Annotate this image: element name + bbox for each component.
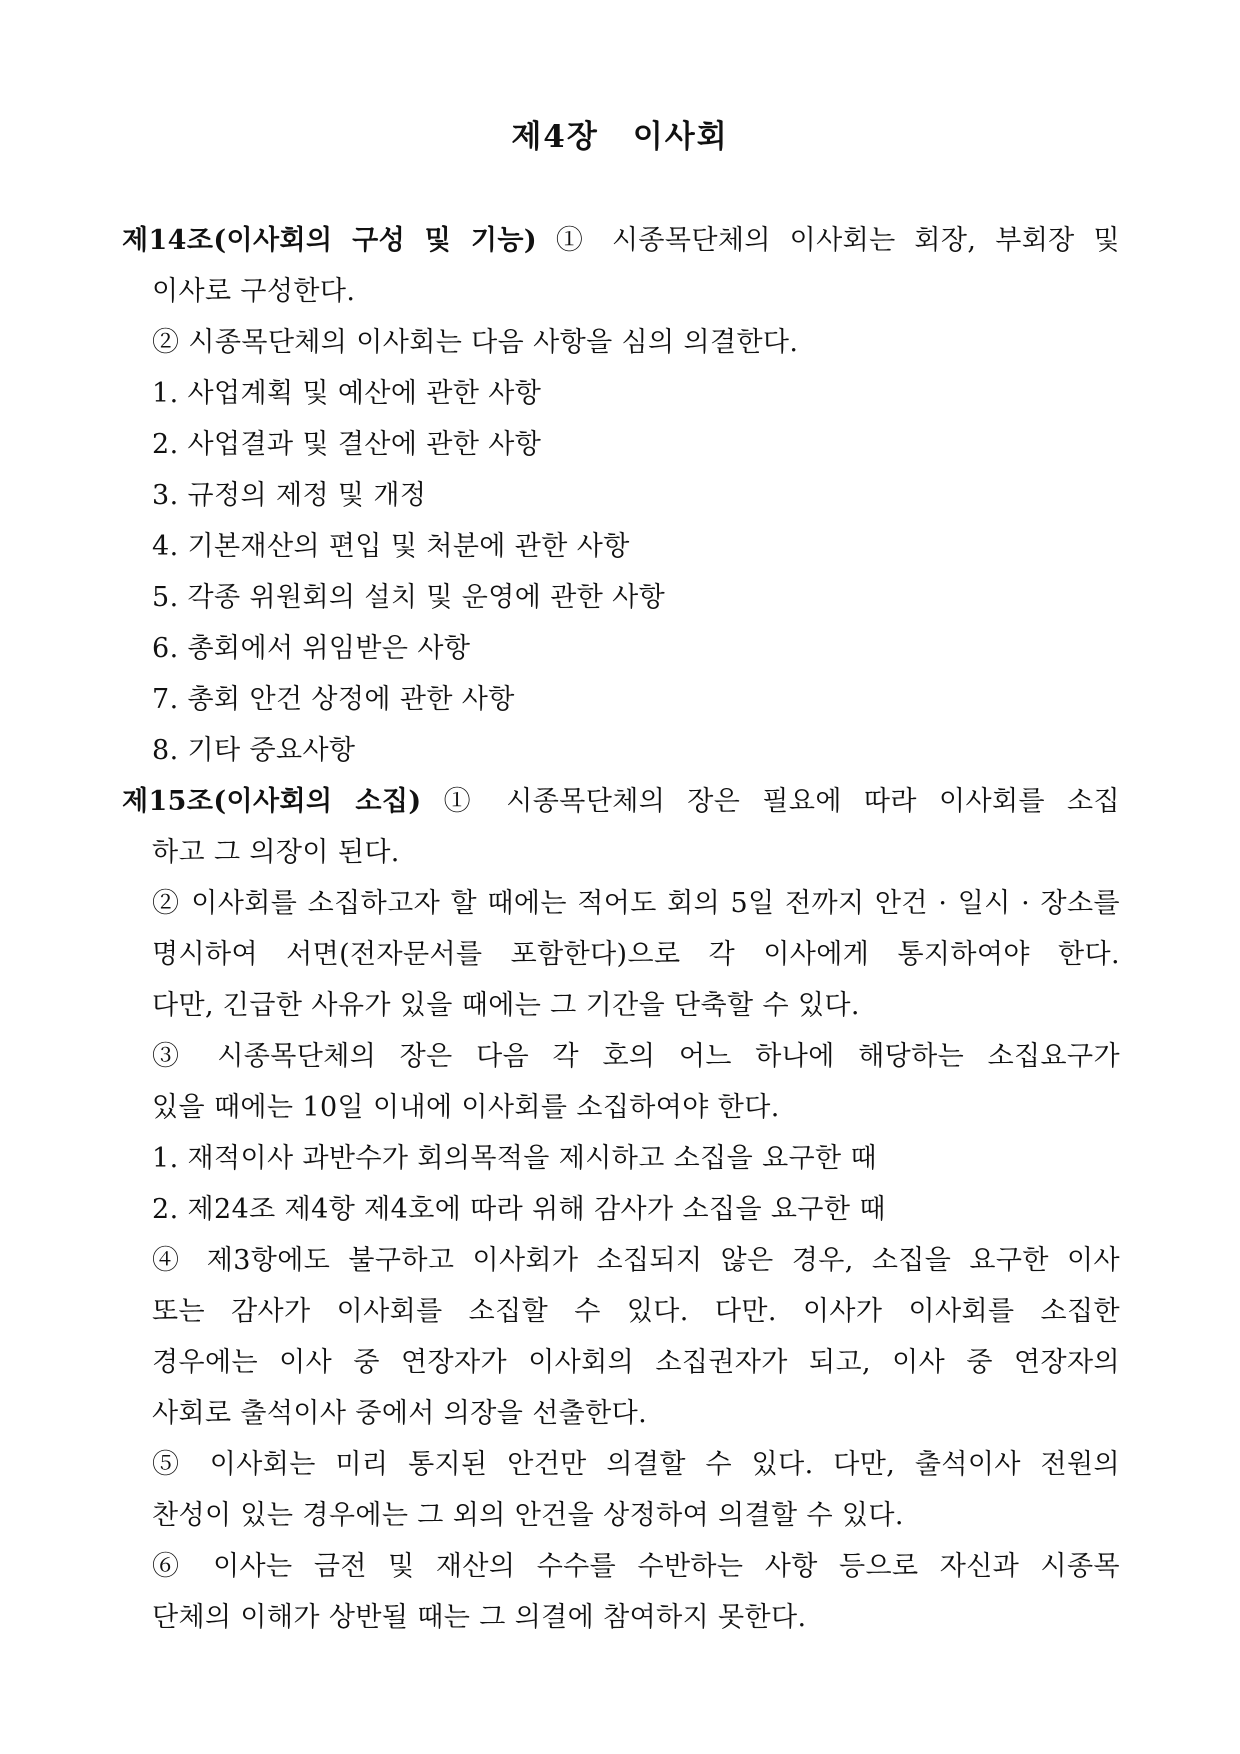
chapter-number: 제4장: [511, 119, 599, 155]
article-14-item-5: 5. 각종 위원회의 설치 및 운영에 관한 사항: [152, 582, 666, 613]
article-15-item-1: 1. 재적이사 과반수가 회의목적을 제시하고 소집을 요구한 때: [152, 1143, 878, 1174]
article-14-heading: 제14조(이사회의 구성 및 기능): [122, 225, 537, 256]
article-15-item-2: 2. 제24조 제4항 제4호에 따라 위해 감사가 소집을 요구한 때: [152, 1194, 886, 1225]
article-14-paragraph-2: ② 시종목단체의 이사회는 다음 사항을 심의 의결한다.: [152, 327, 799, 358]
article-14-paragraph-1-continued: 이사로 구성한다.: [152, 276, 356, 307]
article-14-paragraph-1-start: ① 시종목단체의 이사회는 회장, 부회장 및: [555, 225, 1120, 256]
article-15-paragraph-4-line-3: 경우에는 이사 중 연장자가 이사회의 소집권자가 되고, 이사 중 연장자의: [152, 1347, 1120, 1378]
article-15-first-line: [122, 776, 1120, 827]
article-15-paragraph-3-line-2: 있을 때에는 10일 이내에 이사회를 소집하여야 한다.: [152, 1092, 780, 1123]
article-14-item-1: 1. 사업계획 및 예산에 관한 사항: [152, 378, 542, 409]
article-14-item-6: 6. 총회에서 위임받은 사항: [152, 633, 471, 664]
article-15-paragraph-4-line-1: ④ 제3항에도 불구하고 이사회가 소집되지 않은 경우, 소집을 요구한 이사: [152, 1245, 1120, 1276]
chapter-name: 이사회: [632, 119, 729, 155]
article-15-paragraph-4-line-4: 사회로 출석이사 중에서 의장을 선출한다.: [152, 1398, 648, 1429]
article-15-paragraph-1-start: ① 시종목단체의 장은 필요에 따라 이사회를 소집: [443, 786, 1121, 817]
chapter-title: [0, 112, 1240, 162]
article-15-paragraph-2-line-2: 명시하여 서면(전자문서를 포함한다)으로 각 이사에게 통지하여야 한다.: [152, 939, 1120, 970]
document-body: [122, 215, 1120, 1643]
article-15-paragraph-5-line-1: ⑤ 이사회는 미리 통지된 안건만 의결할 수 있다. 다만, 출석이사 전원의: [152, 1449, 1120, 1480]
article-14-item-4: 4. 기본재산의 편입 및 처분에 관한 사항: [152, 531, 630, 562]
article-14-item-3: 3. 규정의 제정 및 개정: [152, 480, 427, 511]
article-14-first-line: [122, 215, 1120, 266]
article-14-item-8: 8. 기타 중요사항: [152, 735, 356, 766]
article-14-item-2: 2. 사업결과 및 결산에 관한 사항: [152, 429, 542, 460]
article-15-paragraph-2-line-3: 다만, 긴급한 사유가 있을 때에는 그 기간을 단축할 수 있다.: [152, 990, 860, 1021]
article-15-paragraph-5-line-2: 찬성이 있는 경우에는 그 외의 안건을 상정하여 의결할 수 있다.: [152, 1500, 904, 1531]
article-15-paragraph-2-line-1: ② 이사회를 소집하고자 할 때에는 적어도 회의 5일 전까지 안건 · 일시 · 장소를: [152, 888, 1120, 919]
article-15-paragraph-1-continued: 하고 그 의장이 된다.: [152, 837, 400, 868]
article-15-paragraph-3-line-1: ③ 시종목단체의 장은 다음 각 호의 어느 하나에 해당하는 소집요구가: [152, 1041, 1120, 1072]
article-14-item-7: 7. 총회 안건 상정에 관한 사항: [152, 684, 515, 715]
article-15-paragraph-6-line-1: ⑥ 이사는 금전 및 재산의 수수를 수반하는 사항 등으로 자신과 시종목: [152, 1551, 1120, 1582]
article-15-heading: 제15조(이사회의 소집): [122, 786, 422, 817]
article-15-paragraph-6-line-2: 단체의 이해가 상반될 때는 그 의결에 참여하지 못한다.: [152, 1602, 807, 1633]
article-15-paragraph-4-line-2: 또는 감사가 이사회를 소집할 수 있다. 다만. 이사가 이사회를 소집한: [152, 1296, 1120, 1327]
